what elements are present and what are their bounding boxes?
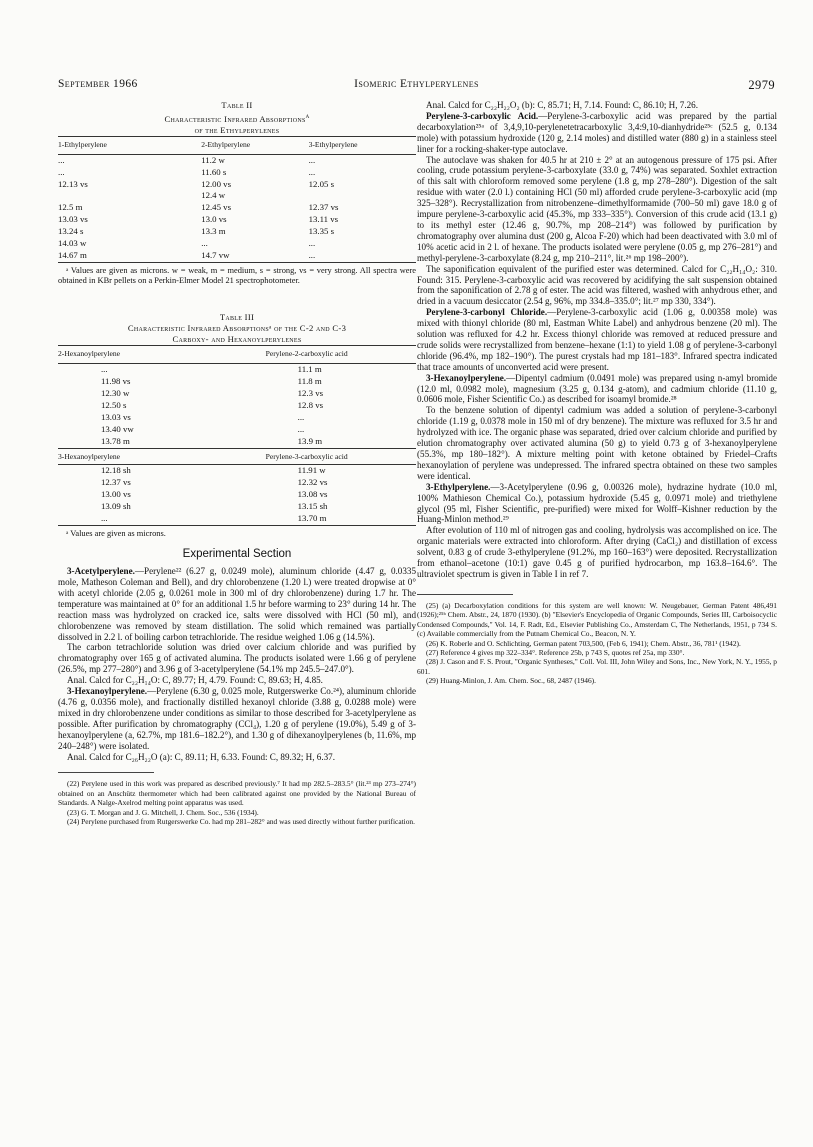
table-row <box>58 513 416 525</box>
paragraph-head: 3-Hexanoylperylene. <box>426 372 507 383</box>
table-row <box>58 501 416 513</box>
paragraph-head: Perylene-3-carboxylic Acid. <box>426 110 539 121</box>
footnotes <box>417 601 777 686</box>
table-cell: 11.60 s <box>201 166 227 177</box>
table-cell: ... <box>58 154 65 165</box>
table3-header: 2-Hexanoylperylene <box>58 346 266 364</box>
table2-title <box>58 111 416 125</box>
section-heading: Experimental Section <box>182 548 292 561</box>
table-cell: 14.67 m <box>58 250 201 262</box>
table-row <box>58 179 416 191</box>
table-cell: 13.15 sh <box>297 501 328 512</box>
left-column <box>58 100 416 826</box>
table-cell: 12.18 sh <box>100 465 131 476</box>
table2-label: Table II <box>221 100 253 110</box>
table-cell: 13.40 vw <box>100 423 134 434</box>
table-cell-spacer <box>58 501 101 513</box>
table-row <box>58 202 416 214</box>
table-cell: 12.8 vs <box>297 399 324 410</box>
table-cell: 13.0 vs <box>201 214 227 225</box>
table-cell-spacer <box>58 436 101 448</box>
table-cell-spacer <box>58 400 101 412</box>
paragraph <box>58 566 416 642</box>
table-row <box>58 436 416 448</box>
table-cell: 13.24 s <box>58 226 84 237</box>
paragraph-text: —Dipentyl cadmium (0.0491 mole) was prepared using n-amyl bromide (12.0 ml, 0.0982 mole), magnesium (3.25 g, 0.134 g-atom), and cadmium chloride (11.10 g, 0.0606 mole, Fisher Scientific Co.) as described for isoamyl bromide.²⁸ <box>417 372 777 405</box>
paragraph: To the benzene solution of dipentyl cadmium was added a solution of perylene-3-carbonyl chloride (1.19 g, 0.0378 mole in 150 ml of dry benzene). The mixture was refluxed for 3.5 hr and hydrolyzed with ice. The organic phase was separated, dried over calcium chloride and purified by elution chromatography over activated alumina (50 g) to yield 0.73 g of 3-hexanoylperylene (55.3%, mp 180–182°). A mixture melting point with ketone obtained by Friedel–Crafts hexanoylation of perylene was undepressed. The infrared spectra obtained on these two samples were identical. <box>417 405 777 481</box>
paragraph-head: 3-Acetylperylene. <box>67 566 135 577</box>
table-row <box>58 376 416 388</box>
paragraph <box>417 307 777 372</box>
table-cell-spacer <box>58 477 101 489</box>
table-cell: 13.03 vs <box>100 411 131 422</box>
footnote: (29) Huang-Minlon, J. Am. Chem. Soc., 68, 2487 (1946). <box>426 676 596 686</box>
paragraph: The carbon tetrachloride solution was dried over calcium chloride and was purified by chromatography over 165 g of activated alumina. The products isolated were 1.66 g of perylene (26.5%, mp 277–280°) and 3.96 g of 3-acetylperylene (54.1% mp 245.5–247.0°). <box>58 642 416 675</box>
table3-footnote: ᵃ Values are given as microns. <box>66 529 166 539</box>
footnote: (23) G. T. Morgan and J. G. Mitchell, J. Chem. Soc., 536 (1934). <box>67 807 259 817</box>
table-cell: 12.05 s <box>308 178 334 189</box>
table-row <box>58 226 416 238</box>
table-row <box>58 167 416 179</box>
paragraph <box>58 686 416 751</box>
table-cell: ... <box>101 513 266 525</box>
page-number: 2979 <box>748 78 775 92</box>
table-cell: 13.00 vs <box>100 489 131 500</box>
table-cell <box>58 190 201 202</box>
table3-body <box>58 364 416 526</box>
table-cell: ... <box>297 411 305 422</box>
footnote-rule <box>58 772 154 773</box>
table-cell-spacer <box>58 412 101 424</box>
right-column <box>417 100 777 686</box>
table2-header: 2-Ethylperylene <box>201 136 308 154</box>
table-cell: 13.3 m <box>201 226 226 237</box>
paragraph-head: 3-Ethylperylene. <box>426 481 491 492</box>
table-cell: 13.03 vs <box>58 214 88 225</box>
table-cell: 11.1 m <box>297 364 322 375</box>
table-cell: 12.30 w <box>100 388 130 399</box>
table-cell-spacer <box>58 489 101 501</box>
table-cell: 13.11 vs <box>308 214 339 225</box>
table3 <box>58 345 416 526</box>
header-date: September 1966 <box>58 78 138 90</box>
footnote: (27) Reference 4 gives mp 322–334°. Reference 25b, p 743 S, quotes ref 25a, mp 330°. <box>426 647 685 657</box>
table-cell-spacer <box>58 424 101 436</box>
table-cell: 11.98 vs <box>100 376 131 387</box>
paragraph-text: —Perylene²² (6.27 g, 0.0249 mole), aluminum chloride (4.47 g, 0.0335 mole, Matheson Coleman and Bell), and dry chlorobenzene (1.20 l.) were treated dropwise at 0° with acetyl chloride (2.05 g, 0.0261 mole in 300 ml of dry chlorobenzene) during 1.7 hr. The temperature was maintained at 0° for an additional 1.5 hr before warming to 23° during 14 hr. The reaction mass was hydrolyzed on cracked ice, salts were dissolved with HCl (50 ml), and chlorobenzene was removed by steam distillation. The solid which remained was partially dissolved in 2.2 l. of boiling carbon tetrachloride. The residue weighed 1.06 g (14.5%). <box>58 566 416 642</box>
paragraph <box>417 482 777 526</box>
paragraph-text: —Perylene-3-carboxylic acid (1.06 g, 0.00358 mole) was mixed with thionyl chloride (80 ml, Eastman White Label) and anhydrous benzene (20 ml). The solution was refluxed for 4.2 hr. Excess thionyl chloride was removed at reduced pressure and crude solids were recrystallized from benzene–hexane (1:1) to yield 1.08 g of perylene-3-carbonyl chloride (96.4%, mp 182–190°). The purest crystals had mp 181–183°. Infrared spectra indicated that trace amounts of unconverted acid were present. <box>417 307 777 372</box>
paragraph: The autoclave was shaken for 40.5 hr at 210 ± 2° at an autogenous pressure of 175 psi. After cooling, crude potassium perylene-3-carboxylate (33.0 g, 74%) was separated. Soxhlet extraction of this salt with chloroform removed some perylene (1.8 g, mp 278–280°). Digestion of the salt residue with water (2.0 l.) containing HCl (50 ml) afforded crude perylene-3-carboxylic acid (mp 325–328°). Recrystallization from nitrobenzene–dimethylformamide (700–50 ml) gave 18.0 g of impure perylene-3-carboxylic acid (45.3%, mp 333–335°). Conversion of this crude acid (13.1 g) to its methyl ester (12.46 g, 90.7%, mp 208–214°) was followed by purification by chromatography over alumina dust (200 g, Alcoa F-20) which had been deactivated with 3.0 ml of 10% acetic acid in 2 l. of hexane. The products isolated were perylene (0.05 g, mp 276–281°) and methyl-perylene-3-carboxylate (8.24 g, mp 210–211°, lit.²⁶ mp 198–200°). <box>417 154 777 263</box>
table2-header: 1-Ethylperylene <box>58 136 201 154</box>
table-cell: 12.00 vs <box>201 178 232 189</box>
table2-title-sup: a <box>305 112 310 120</box>
table-row <box>58 412 416 424</box>
table-row <box>58 388 416 400</box>
table3-title: Characteristic Infrared Absorptionsᵃ of the C-2 and C-3 <box>127 323 347 334</box>
table-row <box>58 364 416 376</box>
table-cell-spacer <box>58 513 101 525</box>
table-cell-spacer <box>58 465 101 477</box>
running-header <box>58 78 775 94</box>
table2 <box>58 136 416 263</box>
paragraph-head: 3-Hexanoylperylene. <box>67 686 148 697</box>
paragraph-text: —3-Acetylperylene (0.96 g, 0.00326 mole), hydrazine hydrate (10.0 ml, 100% Mathieson Chemical Co.), potassium hydroxide (5.45 g, 0.0971 mole) and triethylene glycol (95 ml, Fisher Scientific, pre-purified) were mixed for Wolff–Kishner reduction by the Huang-Minlon method.²⁹ <box>417 481 777 525</box>
table-row <box>58 154 416 166</box>
paragraph <box>417 373 777 406</box>
table-cell: 13.78 m <box>100 435 130 446</box>
table3-subheader: Perylene-3-carboxylic acid <box>266 448 416 465</box>
footnotes <box>58 779 416 826</box>
paragraph: Anal. Calcd for C₂₂H₁₄O: C, 89.77; H, 4.79. Found: C, 89.63; H, 4.85. <box>67 675 323 686</box>
table-cell: ... <box>308 238 316 249</box>
table2-body <box>58 154 416 262</box>
paragraph-text: —Perylene-3-carboxylic acid was prepared by the partial decarboxylation²⁵ᵃ of 3,4,9,10-perylenetetracarboxylic 3,4:9,10-dianhydride²⁵ᶜ (52.5 g, 0.134 mole) with potassium hydroxide (120 g, 2.14 moles) and distilled water (880 g) in a stainless steel liner for a rocking-shaker-type autoclave. <box>417 110 777 154</box>
table-cell: 11.91 w <box>297 465 326 476</box>
table-cell: 14.03 w <box>58 238 87 249</box>
footnote: (24) Perylene purchased from Rutgerswerke Co. had mp 281–282° and was used directly without further purification. <box>67 817 415 827</box>
table-cell: 12.37 vs <box>100 477 131 488</box>
table2-footnote: ᵃ Values are given as microns. w = weak, m = medium, s = strong, vs = very strong. All spectra were obtained in KBr pellets on a Perkin-Elmer Model 21 spectrophotometer. <box>58 265 416 286</box>
table-row <box>58 465 416 477</box>
table-cell: 12.45 vs <box>201 202 232 213</box>
table-cell: 11.2 w <box>201 154 225 165</box>
table-row <box>58 214 416 226</box>
table-cell: 12.13 vs <box>58 178 88 189</box>
table-cell: 11.8 m <box>297 376 322 387</box>
table-cell: 12.4 w <box>201 190 226 201</box>
table-cell: 13.9 m <box>297 435 323 446</box>
table-subheader-row <box>58 448 416 465</box>
table-row <box>58 400 416 412</box>
table-row <box>58 190 416 202</box>
paragraph: Anal. Calcd for C₂₂H₂₂O₂ (b): C, 85.71; H, 7.14. Found: C, 86.10; H, 7.26. <box>426 100 698 110</box>
table-cell: 13.70 m <box>266 513 416 525</box>
table3-subheader: 3-Hexanoylperylene <box>58 448 266 465</box>
table-cell: 13.09 sh <box>100 501 131 512</box>
table-row <box>58 424 416 436</box>
paragraph: After evolution of 110 ml of nitrogen gas and cooling, hydrolysis was accomplished on ice. The organic materials were extracted into chloroform. After drying (CaCl₂) and distillation of excess solvent, 0.83 g of crude 3-ethylperylene (91.2%, mp 160–163°) were deposited. Recrystallization from ethanol–acetone (10:1) gave 0.45 g of purified hydrocarbon, mp 163.8–164.6°. The ultraviolet spectrum is given in Table I in ref 7. <box>417 525 777 579</box>
table-row <box>58 477 416 489</box>
table-cell: 12.37 vs <box>308 202 339 213</box>
paragraph: The saponification equivalent of the purified ester was determined. Calcd for C₂₂H₁₄O₂: 310. Found: 315. Perylene-3-carboxylic acid was recovered by acidifying the salt suspension obtained from the saponification of 2.78 g of ester. The acid was filtered, washed with anhydrous ether, and dried in a vacuum desiccator (2.54 g, 96%, mp 334.8–335.0°; lit.²⁷ mp 330, 334°). <box>417 263 777 307</box>
table-cell: 12.5 m <box>58 202 83 213</box>
paragraph-text: —Perylene (6.30 g, 0.025 mole, Rutgerswerke Co.²⁴), aluminum chloride (4.76 g, 0.0356 mole), and fractionally distilled hexanoyl chloride (3.88 g, 0.0288 mole) were mixed in dry chlorobenzene under conditions as similar to those described for 3-acetylperylene as possible. After purification by chromatography (CCl₄), 1.20 g of perylene (19.0%), 5.49 g of 3-hexanoylperylene (a, 62.7%, mp 181.6–182.2°), and 1.30 g of dihexanoylperylenes (b, 11.6%, mp 240–248°) were isolated. <box>58 686 416 751</box>
header-title: Isomeric Ethylperylenes <box>354 78 479 90</box>
footnote-rule <box>417 594 513 595</box>
table-cell-spacer <box>58 364 101 376</box>
table-cell: 12.50 s <box>100 399 127 410</box>
paragraph: Anal. Calcd for C₂₆H₂₂O (a): C, 89.11; H, 6.33. Found: C, 89.32; H, 6.37. <box>67 751 335 762</box>
table-row <box>58 238 416 250</box>
table-cell: 13.35 s <box>308 226 334 237</box>
table2-header: 3-Ethylperylene <box>309 136 416 154</box>
table2-subtitle: of the Ethylperylenes <box>194 124 280 135</box>
footnote: (22) Perylene used in this work was prepared as described previously.⁷ It had mp 282.5–283.5° (lit.²³ mp 273–274°) obtained on an Anschütz thermometer which had been calibrated against one provided by the National Bureau of Standards. A Nalge-Axelrod melting point apparatus was used. <box>58 779 416 808</box>
table-cell <box>309 190 416 202</box>
table3-header: Perylene-2-carboxylic acid <box>266 346 416 364</box>
paragraph-head: Perylene-3-carbonyl Chloride. <box>426 307 548 318</box>
table3-label: Table III <box>219 312 255 323</box>
table-cell: ... <box>308 166 316 177</box>
table-row <box>58 489 416 501</box>
table-cell: ... <box>309 250 416 262</box>
table-cell: ... <box>100 364 108 375</box>
table-cell: 14.7 vw <box>201 250 308 262</box>
table2-title-text: Characteristic Infrared Absorptions <box>164 113 306 124</box>
table-cell: 12.3 vs <box>297 388 324 399</box>
table-cell: 13.08 vs <box>297 489 328 500</box>
table-cell: ... <box>201 238 208 249</box>
paragraph <box>417 111 777 155</box>
footnote: (28) J. Cason and F. S. Prout, "Organic Syntheses," Coll. Vol. III, John Wiley and Sons, Inc., New York, N. Y., 1955, p 601. <box>417 657 777 676</box>
table-cell: ... <box>308 154 316 165</box>
table-cell-spacer <box>58 388 101 400</box>
table-cell: ... <box>58 166 65 177</box>
table3-subtitle: Carboxy- and Hexanoylperylenes <box>172 334 302 345</box>
table-cell: 12.32 vs <box>297 477 328 488</box>
footnote: (25) (a) Decarboxylation conditions for this system are well known: W. Neugebauer, German Patent 486,491 (1926);²⁵ᵇ Chem. Abstr., 24, 1870 (1930). (b) "Elsevier's Encyclopedia of Organic Compounds, Series III, Carboisocyclic Condensed Compounds," Vol. 14, F. Radt, Ed., Elsevier Publishing Co., Amsterdam C, The Netherlands, 1951, p 734 S. (c) Available commercially from the Putnam Chemical Co., Beacon, N. Y. <box>417 600 777 639</box>
footnote: (26) K. Roberle and O. Schlichting, German patent 703,500, (Feb 6, 1941); Chem. Abstr., 36, 781¹ (1942). <box>426 638 741 648</box>
table-cell-spacer <box>58 376 101 388</box>
table-cell: ... <box>297 423 305 434</box>
table-row <box>58 250 416 262</box>
